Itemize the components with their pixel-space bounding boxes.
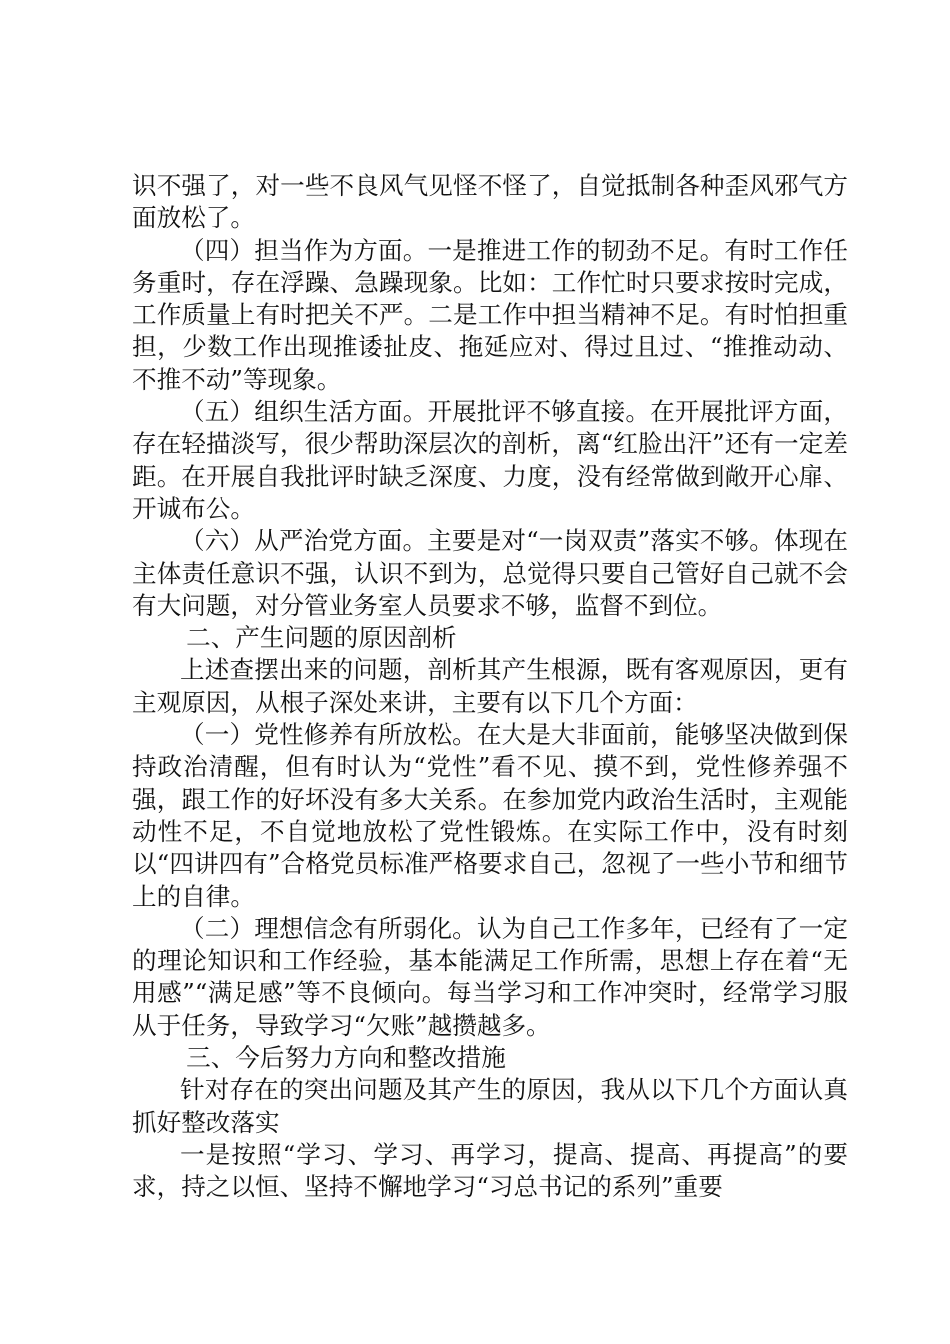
paragraph-cause-1: （一）党性修养有所放松。在大是大非面前，能够坚决做到保持政治清醒，但有时认为“党性”看不见、摸不到，党性修养强不强，跟工作的好坏没有多大关系。在参加党内政治生活时，主观能动性不足，不自觉地放松了党性锻炼。在实际工作中，没有时刻以“四讲四有”合格党员标准严格要求自己，忽视了一些小节和细节上的自律。	[132, 720, 848, 911]
heading-cause-analysis: 二、产生问题的原因剖析	[186, 623, 457, 653]
paragraph-section-6: （六）从严治党方面。主要是对“一岗双责”落实不够。体现在主体责任意识不强，认识不到为，总觉得只要自己管好自己就不会有大问题，对分管业务室人员要求不够，监督不到位。	[132, 526, 848, 620]
paragraph-cause-2: （二）理想信念有所弱化。认为自己工作多年，已经有了一定的理论知识和工作经验，基本能满足工作所需，思想上存在着“无用感”“满足感”等不良倾向。每当学习和工作冲突时，经常学习服从于任务，导致学习“欠账”越攒越多。	[132, 913, 848, 1040]
paragraph-section-4: （四）担当作为方面。一是推进工作的韧劲不足。有时工作任务重时，存在浮躁、急躁现象。比如：工作忙时只要求按时完成，工作质量上有时把关不严。二是工作中担当精神不足。有时怕担重担，少数工作出现推诿扯皮、拖延应对、得过且过、“推推动动、不推不动”等现象。	[132, 235, 848, 394]
paragraph-section-5: （五）组织生活方面。开展批评不够直接。在开展批评方面，存在轻描淡写，很少帮助深层次的剖析，离“红脸出汗”还有一定差距。在开展自我批评时缺乏深度、力度，没有经常做到敞开心扉、开诚布公。	[132, 397, 848, 523]
paragraph-rectification-1: 一是按照“学习、学习、再学习，提高、提高、再提高”的要求，持之以恒、坚持不懈地学习“习总书记的系列”重要	[132, 1139, 848, 1202]
heading-rectification: 三、今后努力方向和整改措施	[186, 1043, 506, 1073]
paragraph-cause-intro: 上述查摆出来的问题，剖析其产生根源，既有客观原因，更有主观原因，从根子深处来讲，主要有以下几个方面：	[132, 655, 848, 717]
document-page	[132, 170, 848, 1204]
paragraph-continuation: 识不强了，对一些不良风气见怪不怪了，自觉抵制各种歪风邪气方面放松了。	[132, 171, 848, 233]
paragraph-rectification-intro: 针对存在的突出问题及其产生的原因，我从以下几个方面认真抓好整改落实	[132, 1075, 848, 1137]
